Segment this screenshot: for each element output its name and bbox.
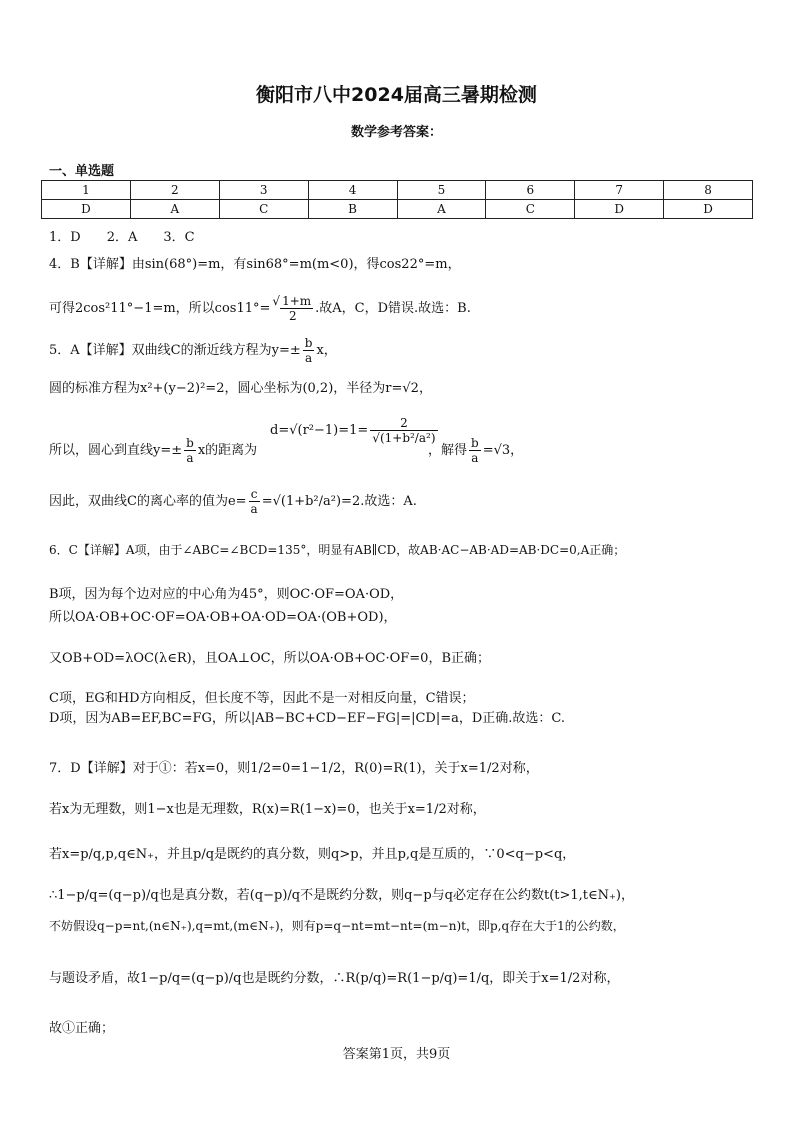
solution-7-line-5: 不妨假设q−p=nt,(n∈N₊),q=mt,(m∈N₊)，则有p=q−nt=mt−nt=(m−n)t，即p,q存在大于1的公约数， [49,919,625,933]
text-segment: 因此，双曲线C的离心率的值为e= [49,494,247,509]
text-segment: 5．A【详解】双曲线C的渐近线方程为y=± [49,343,301,358]
text-segment: ，解得 [428,443,468,458]
answer-cell: A [130,200,219,219]
question-number: 3 [219,181,308,200]
solution-7-line-1: 7．D【详解】对于①：若x=0，则1/2=0=1−1/2，R(0)=R(1)，关于x=1/2对称， [49,761,539,776]
text-segment: =√(1+b²/a²)=2.故选：A. [261,494,417,509]
text-segment: =√3， [482,443,524,458]
solution-6-line-6: D项，因为AB=EF,BC=FG，所以|AB−BC+CD−EF−FG|=|CD|=a，D正确.故选：C. [49,711,566,726]
question-number: 1 [42,181,131,200]
answer-cell: A [397,200,486,219]
fraction [469,436,481,465]
fraction-numerator: b [471,436,479,450]
fraction-numerator: b [304,336,313,350]
question-number: 7 [575,181,664,200]
solution-7-line-3: 若x=p/q,p,q∈N₊，并且p/q是既约的真分数，则q>p，并且p,q是互质的，∵0<q−p<q， [49,847,576,862]
text-segment: x， [316,343,337,358]
page-footer: 答案第1页，共9页 [342,1047,451,1062]
fraction-numerator: 2 [370,416,437,431]
solution-6-line-5: C项，EG和HD方向相反，但长度不等，因此不是一对相反向量，C错误； [49,691,475,706]
fraction [303,336,315,365]
answer-table [41,180,753,219]
text-segment: d=√(r²−1)=1= [270,423,369,438]
question-number: 2 [130,181,219,200]
text-segment: 可得2cos²11°−1=m，所以cos11°= [49,301,271,316]
answers-1-3: 1．D 2．A 3．C [49,230,195,245]
answer-cell: C [486,200,575,219]
solution-5-line-4 [49,487,417,516]
answer-cell: D [664,200,753,219]
solution-4-line-1: 4．B【详解】由sin(68°)=m，有sin68°=m(m<0)，得cos22°=m， [49,257,461,272]
text-segment: .故A，C，D错误.故选：B. [315,301,471,316]
fraction-numerator: 1+m [282,294,312,308]
question-number: 6 [486,181,575,200]
question-number: 5 [397,181,486,200]
solution-5-line-3 [49,436,257,465]
fraction-denominator: 2 [288,309,297,323]
fraction-denominator: a [305,351,313,365]
solution-5-distance-formula [270,416,440,445]
fraction-denominator: a [471,451,479,465]
answer-cell: B [308,200,397,219]
text-segment: x的距离为 [197,443,258,458]
fraction: √ 1+m 2 [272,294,312,323]
solution-4-line-2 [49,294,471,323]
solution-7-line-7: 故①正确； [49,1021,115,1036]
solution-5-result [428,436,523,465]
fraction-numerator: c [249,487,260,502]
text-segment: 所以，圆心到直线y=± [49,443,183,458]
solution-7-line-4: ∴1−p/q=(q−p)/q也是真分数，若(q−p)/q不是既约分数，则q−p与q必定存在公约数t(t>1,t∈N₊)， [49,888,634,903]
page-title: 衡阳市八中2024届高三暑期检测 [256,84,537,106]
solution-6-line-1: 6．C【详解】A项，由于∠ABC=∠BCD=135°，明显有AB∥CD，故AB·AC−AB·AD=AB·DC=0,A正确； [49,543,626,557]
solution-7-line-2: 若x为无理数，则1−x也是无理数，R(x)=R(1−x)=0，也关于x=1/2对称， [49,802,486,817]
question-number: 8 [664,181,753,200]
page-subtitle: 数学参考答案： [350,125,442,140]
answer-cell: D [575,200,664,219]
question-number: 4 [308,181,397,200]
answer-cell: D [42,200,131,219]
solution-6-line-3: 所以OA·OB+OC·OF=OA·OB+OA·OD=OA·(OB+OD)， [49,610,397,625]
solution-7-line-6: 与题设矛盾，故1−p/q=(q−p)/q也是既约分数，∴R(p/q)=R(1−p/q)=1/q，即关于x=1/2对称， [49,971,620,986]
fraction-denominator: a [250,502,258,516]
fraction-denominator: √(1+b²/a²) [372,431,436,445]
fraction [184,436,196,465]
section-heading-single-choice: 一、单选题 [49,164,115,179]
fraction-denominator: a [186,451,194,465]
fraction-numerator: b [186,436,194,450]
solution-5-line-2: 圆的标准方程为x²+(y−2)²=2，圆心坐标为(0,2)，半径为r=√2， [49,381,432,396]
answer-table-number-row [42,181,753,200]
solution-6-line-4: 又OB+OD=λOC(λ∈R)，且OA⊥OC，所以OA·OB+OC·OF=0，B正确； [49,651,491,666]
solution-6-line-2: B项，因为每个边对应的中心角为45°，则OC·OF=OA·OD， [49,587,404,602]
answer-cell: C [219,200,308,219]
fraction [249,487,260,516]
answer-table-answer-row [42,200,753,219]
solution-5-line-1 [49,336,337,365]
